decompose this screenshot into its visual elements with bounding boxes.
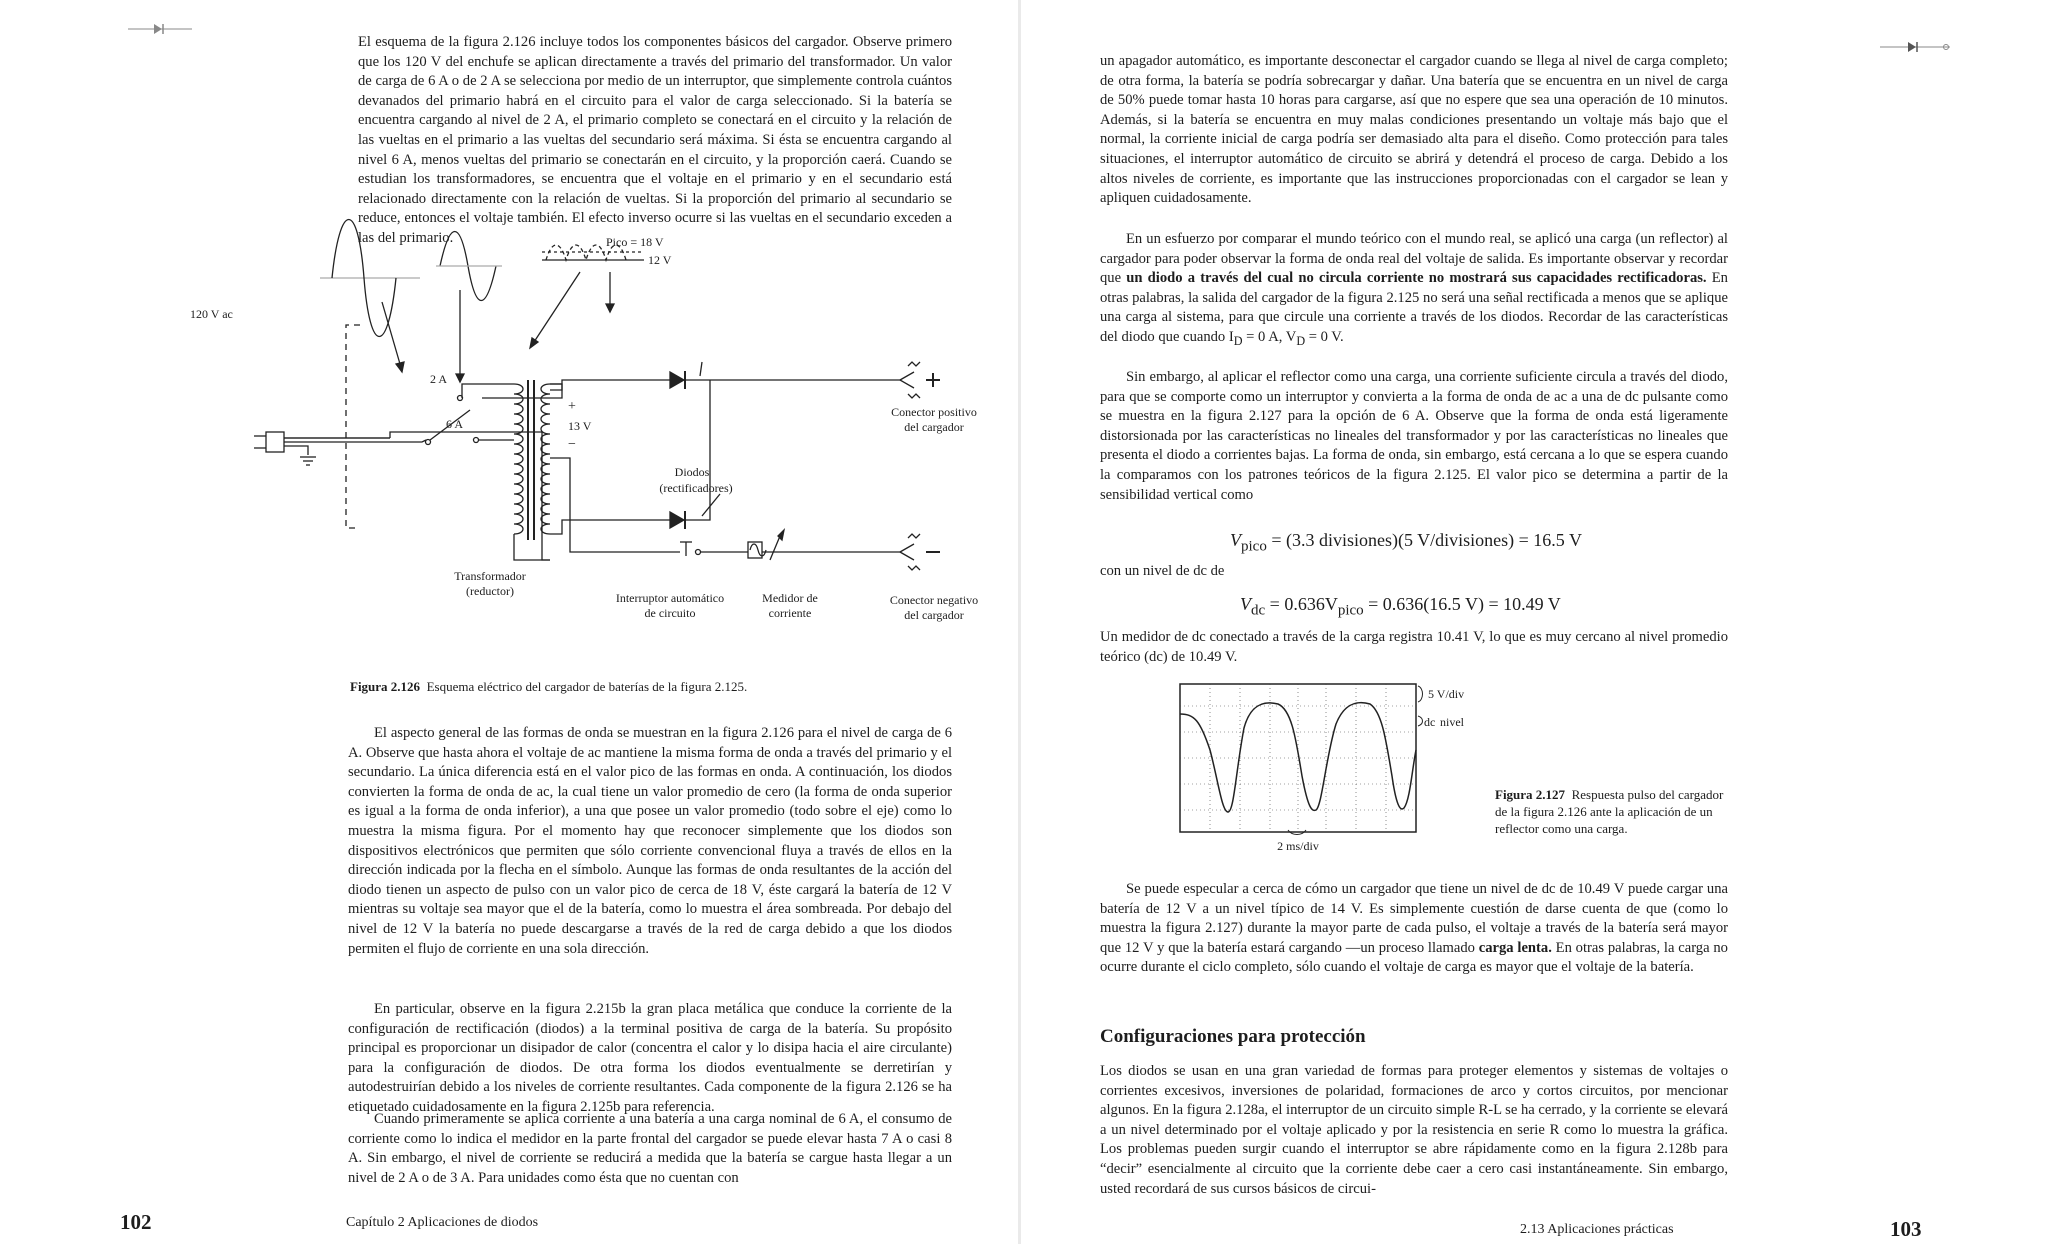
caption-label: Figura 2.126 [350, 679, 421, 694]
con-un-nivel: con un nivel de dc de [1100, 563, 1225, 579]
caption-127-text: Respuesta pulso del cargador de la figura 2.126 ante la aplicación de un reflector como una carga. [1495, 787, 1724, 836]
right-page [1020, 0, 2048, 1244]
paragraph-2: El aspecto general de las formas de onda se muestran en la figura 2.126 para el nivel de carga de 6 A. Observe que hasta ahora el voltaje de ac mantiene la misma forma de onda a través del primario y el secundario. La única diferencia está en el valor pico de las formas en onda. A continuación, los diodos convierten la forma de onda de ac, la cual tiene un valor promedio de cero (la forma de onda superior es igual a la forma de onda inferior), a una que posee un valor promedio (todo sobre el eje) como lo muestra la misma figura. Por el momento hay que reconocer simplemente que los diodos son dispositivos electrónicos que permiten que sólo corriente convencional fluya a través de ellos en la dirección indicada por la flecha en el símbolo. Aunque las formas de onda resultantes de la acción del diodo tienen un aspecto de pulso con un valor pico de cerca de 18 V, éste cargará la batería de 12 V mientras su voltaje sea mayor que el de la batería, como lo muestra el área sombreada. Por debajo del nivel de 12 V la batería no puede descargarse a través de la red de carga debido a que los diodos permiten el flujo de corriente en una sola dirección. [348, 725, 952, 957]
label-13v: 13 V [568, 419, 592, 433]
eq2-sub2: pico [1337, 602, 1364, 619]
diode-top-icon [670, 372, 684, 388]
label-dc: dc [1424, 715, 1436, 729]
p2-part-d: = 0 V. [1305, 328, 1344, 345]
eq2-v: V [1240, 594, 1251, 614]
equation-vdc [1240, 594, 1561, 620]
p2-part-b: En otras palabras, la salida del cargador de la figura 2.125 no será una señal rectificada a menos que se aplique una carga al sistema, para que circule una corriente a través de los diodos. Recordar de las características del diodo que cuando I [1100, 270, 1728, 345]
p2-bold: un diodo a través del cual no circula corriente no mostrará sus capacidades rectificadoras. [1126, 270, 1707, 287]
page-number-right: 103 [1890, 1217, 1922, 1241]
label-6a: 6 A [446, 417, 464, 431]
label-nivel: nivel [1440, 715, 1464, 729]
label-rectificadores: (rectificadores) [659, 481, 733, 495]
label-plus: + [568, 399, 576, 414]
label-conector-negativo: Conector negativo [889, 593, 979, 607]
p2-part-a: En un esfuerzo por comparar el mundo teórico con el mundo real, se aplicó una carga (un reflector) al cargador para poder observar la forma de onda real del voltaje de salida. Es importante observar y recordar que [1100, 231, 1728, 287]
eq2-sub: dc [1251, 602, 1266, 619]
right-paragraph-2 [1100, 230, 1728, 351]
eq1-sub: pico [1241, 538, 1267, 555]
label-del-cargador-pos: del cargador [904, 420, 964, 434]
label-minus: − [568, 437, 576, 452]
right-paragraph-6: Los diodos se usan en una gran variedad de formas para proteger elementos y sistemas de voltajes o corrientes excesivos, inversiones de polaridad, formaciones de arco y cortos circuitos, por mencionar algunos. En la figura 2.128a, el interruptor de un circuito simple R-L se ha cerrado, y la corriente se elevará a un nivel determinado por el voltaje aplicado y por la resistencia en serie R como lo muestra la gráfica. Los problemas pueden surgir cuando el interruptor se abre rápidamente como en la figura 2.128b para “decir” esencialmente al circuito que la corriente debe caer a cero casi instantáneamente. Sin embargo, usted recordará de sus cursos básicos de circui- [1100, 1063, 1728, 1197]
page-number-left: 102 [120, 1210, 152, 1234]
footer-left: Capítulo 2 Aplicaciones de diodos [346, 1215, 539, 1230]
figure-2-126-caption [350, 678, 970, 695]
margin-diode-icon [128, 22, 192, 36]
label-2msdiv: 2 ms/div [1277, 839, 1319, 853]
diode-bottom-icon [670, 512, 684, 528]
label-5vdiv: 5 V/div [1428, 687, 1465, 701]
paragraph-3: En particular, observe en la figura 2.215b la gran placa metálica que conduce la corriente de la configuración de rectificación (diodos) a la terminal positiva de carga de la batería. Su propósito principal es proporcionar un disipador de calor (concentra el calor y lo disipa hacia el aire circulante) para la configuración de diodos. De otra forma los diodos eventualmente se derretirían y autodestruirían debido a los niveles de corriente resultantes. Cada componente de la figura 2.126 se ha etiquetado cuidadosamente en la figura 2.125b para referencia. [348, 1001, 952, 1115]
eq2-rhs: = 0.636(16.5 V) = 10.49 V [1363, 594, 1561, 614]
eq2-mid: = 0.636V [1265, 594, 1338, 614]
p5-part-a: Se puede especular a cerca de cómo un cargador que tiene un nivel de dc de 10.49 V puede cargar una batería de 12 V a un nivel típico de 14 V. Es simplemente cuestión de darse cuenta de que (como lo muestra la figura 2.127) durante la mayor parte de cada pulso, el voltaje a través de la batería será mayor que 12 V y que la batería estará cargando —un proceso llamado [1100, 881, 1728, 956]
section-heading: Configuraciones para protección [1100, 1026, 1366, 1047]
eq1-rhs: = (3.3 divisiones)(5 V/divisiones) = 16.5 V [1266, 530, 1582, 550]
label-120v-ac: 120 V ac [190, 307, 233, 321]
right-paragraph-4: Un medidor de dc conectado a través de la carga registra 10.41 V, lo que es muy cercano al nivel promedio teórico (dc) de 10.49 V. [1100, 629, 1728, 665]
right-paragraph-3: Sin embargo, al aplicar el reflector como una carga, una corriente suficiente circula a través del diodo, para que se comporte como un interruptor y convierta a la forma de onda de ac a una de dc pulsante como se muestra en la figura 2.127 para la opción de 6 A. Observe que la forma de onda está ligeramente distorsionada por las características no lineales del transformador y por las características no lineales que presenta el diodo a corrientes bajas. La forma de onda, sin embargo, está cercana a lo que se espera cuando la comparamos con los patrones teóricos de la figura 2.125. El valor pico se determina a partir de la sensibilidad vertical como [1100, 369, 1728, 503]
p5-part-b: En otras palabras, la carga no ocurre durante el ciclo completo, sólo cuando el voltaje de carga es mayor que el voltaje de la batería. [1100, 939, 1728, 976]
negative-clamp-icon [900, 544, 914, 560]
left-page [0, 0, 1020, 1244]
footer-right: 2.13 Aplicaciones prácticas [1520, 1222, 1674, 1237]
label-diodos: Diodos [674, 465, 710, 479]
margin-diode-icon-right [1880, 40, 1950, 54]
equation-vpico [1230, 530, 1582, 556]
paragraph-4: Cuando primeramente se aplica corriente a una batería a una carga nominal de 6 A, el consumo de corriente como lo indica el medidor en la parte frontal del cargador se puede elevar hasta 7 A o casi 8 A. Sin embargo, el nivel de corriente se reducirá a medida que la batería se cargue hasta llegar a un nivel de 2 A o de 3 A. Para unidades como ésta que no cuentan con [348, 1111, 952, 1186]
p2-sub-2: D [1296, 333, 1306, 348]
label-transformador: Transformador [454, 569, 526, 583]
figure-2-126-schematic [190, 235, 979, 670]
label-de-circuito: de circuito [644, 606, 696, 620]
positive-clamp-icon [900, 372, 914, 388]
p5-bold: carga lenta. [1478, 939, 1552, 956]
label-corriente: corriente [768, 606, 812, 620]
label-pico: Pico = 18 V [606, 235, 664, 249]
label-2a: 2 A [430, 372, 448, 386]
right-paragraph-5 [1100, 880, 1728, 978]
p2-sub-1: D [1233, 333, 1243, 348]
caption-127-label: Figura 2.127 [1495, 787, 1566, 802]
label-conector-positivo: Conector positivo [891, 405, 977, 419]
label-interruptor: Interruptor automático [615, 591, 725, 605]
label-reductor: (reductor) [466, 584, 514, 598]
label-del-cargador-neg: del cargador [904, 608, 964, 622]
figure-2-127-scope [1170, 680, 1470, 860]
p2-part-c: = 0 A, V [1242, 328, 1297, 345]
figure-2-127-caption [1495, 786, 1735, 837]
intro-paragraph: El esquema de la figura 2.126 incluye todos los componentes básicos del cargador. Observe primero que los 120 V del enchufe se aplican directamente a través del primario del transformador. Un valor de carga de 6 A o de 2 A se selecciona por medio de un interruptor, que simplemente controla cuántos devanados del primario habrá en el circuito para el valor de carga seleccionado. Si la batería se encuentra cargando al nivel de 2 A, el primario completo se conectará en el circuito y la relación de las vueltas en el primario a las vueltas del secundario será máxima. Si ésta se encuentra cargando al nivel 6 A, menos vueltas del primario se conectarán en el circuito, y la proporción caerá. Cuando se estudian los transformadores, se encuentra que el voltaje en el primario y en el secundario está relacionado directamente con la relación de vueltas. Si la proporción del primario al secundario se reduce, entonces el voltaje también. El efecto inverso ocurre si las vueltas en el secundario exceden a las del primario. [358, 34, 952, 246]
label-12v: 12 V [648, 253, 672, 267]
plug-icon [266, 432, 284, 452]
label-medidor: Medidor de [762, 591, 818, 605]
caption-text: Esquema eléctrico del cargador de baterías de la figura 2.125. [426, 679, 748, 694]
right-paragraph-1: un apagador automático, es importante desconectar el cargador cuando se llega al nivel de carga completo; de otra forma, la batería se podría sobrecargar y dañar. Una batería que se encuentra en un nivel de carga de 50% puede tomar hasta 10 horas para cargarse, así que no espere que sea una operación de 10 minutos. Además, si la batería se encuentra en muy malas condiciones presentando un voltaje más bajo que el normal, la corriente inicial de carga podría ser demasiado alta para el diseño. Como protección para tales situaciones, el interruptor automático de circuito se abrirá y detendrá el proceso de carga. Debido a los altos niveles de corriente, es importante que las instrucciones proporcionadas con el cargador se lean y apliquen cuidadosamente. [1100, 53, 1728, 207]
eq1-v: V [1230, 530, 1241, 550]
